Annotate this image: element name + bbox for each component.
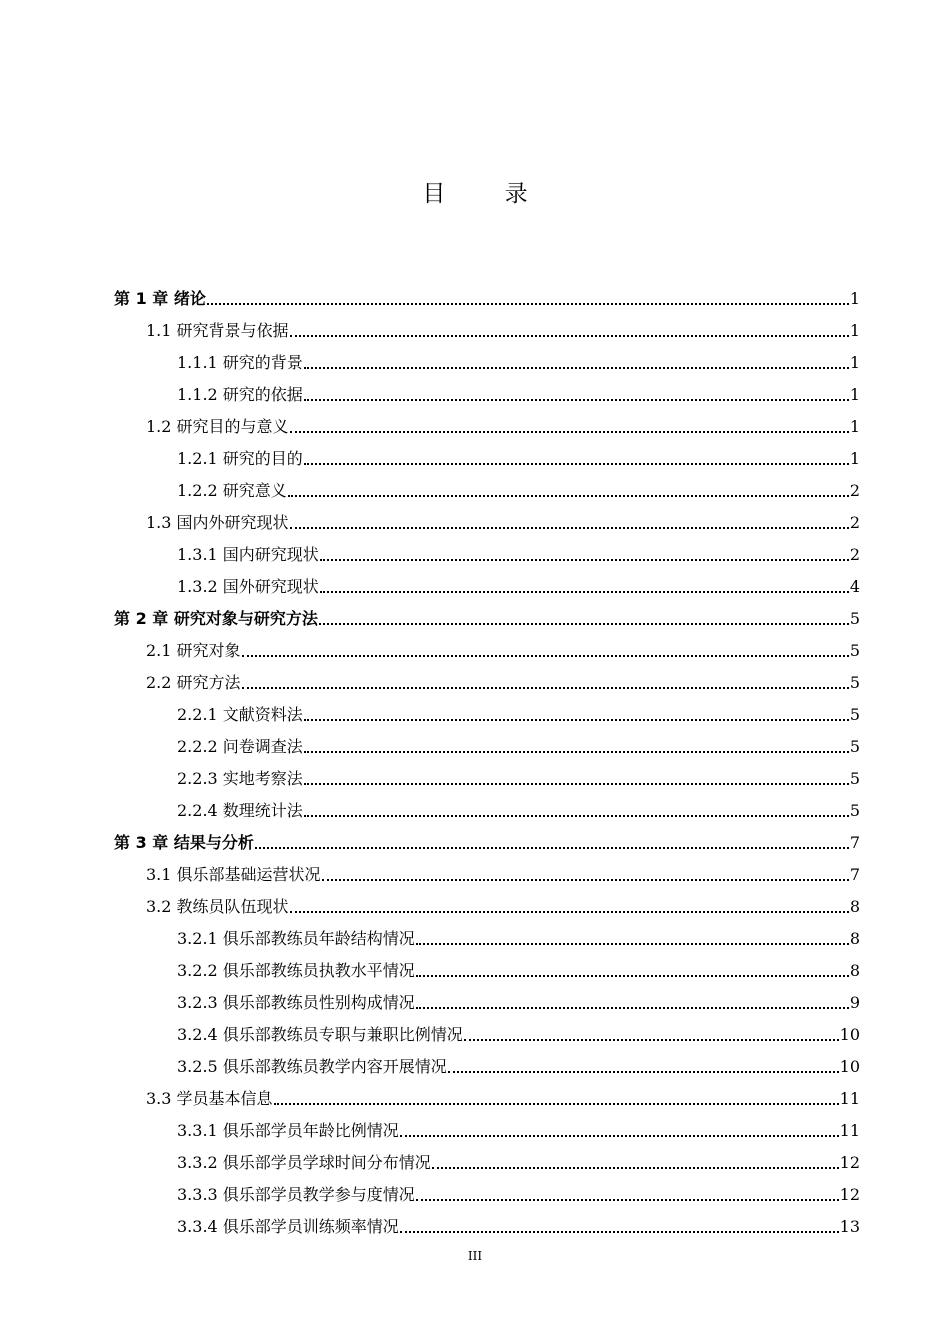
toc-entry[interactable] [177,469,860,501]
toc-dot-leader [304,367,849,369]
toc-entry-page: 2 [849,545,860,564]
toc-dot-leader [416,975,849,977]
toc-dot-leader [304,783,849,785]
toc-entry[interactable] [146,661,860,693]
toc-dot-leader [320,591,849,593]
toc-entry-page: 1 [849,385,860,404]
toc-entry-page: 7 [849,865,860,884]
toc-entry-page: 12 [839,1153,860,1172]
toc-dot-leader [274,1103,839,1105]
toc-dot-leader [290,335,849,337]
toc-entry-label: 2.2.1 文献资料法 [177,705,303,724]
toc-entry-label: 3.2.3 俱乐部教练员性别构成情况 [177,993,415,1012]
toc-entry-label: 1.1.2 研究的依据 [177,385,303,404]
toc-entry-page: 4 [849,577,860,596]
toc-dot-leader [290,527,849,529]
toc-dot-leader [416,943,849,945]
toc-entry-page: 5 [849,673,860,692]
toc-dot-leader [416,1007,849,1009]
toc-entry-label: 3.3.2 俱乐部学员学球时间分布情况 [177,1153,431,1172]
toc-dot-leader [304,719,849,721]
toc-entry-page: 13 [839,1217,860,1236]
toc-entry-label: 3.2.2 俱乐部教练员执教水平情况 [177,961,415,980]
toc-entry[interactable] [114,597,860,629]
toc-entry[interactable] [146,501,860,533]
toc-entry-label: 3.2.1 俱乐部教练员年龄结构情况 [177,929,415,948]
toc-dot-leader [242,655,849,657]
toc-entry-page: 7 [849,833,860,852]
toc-entry-label: 3.2 教练员队伍现状 [146,897,289,916]
toc-entry[interactable] [177,693,860,725]
toc-dot-leader [448,1071,839,1073]
toc-entry-label: 3.3.4 俱乐部学员训练频率情况 [177,1217,399,1236]
toc-entry[interactable] [177,1205,860,1237]
toc-dot-leader [416,1199,839,1201]
toc-entry-label: 1.1.1 研究的背景 [177,353,303,372]
toc-entry-label: 1.2.1 研究的目的 [177,449,303,468]
toc-dot-leader [207,303,849,305]
toc-dot-leader [255,847,849,849]
toc-entry[interactable] [177,533,860,565]
toc-entry-label: 3.2.5 俱乐部教练员教学内容开展情况 [177,1057,447,1076]
toc-entry[interactable] [177,1141,860,1173]
toc-entry-label: 2.1 研究对象 [146,641,241,660]
toc-entry[interactable] [177,725,860,757]
toc-entry-page: 1 [849,353,860,372]
toc-dot-leader [432,1167,839,1169]
toc-dot-leader [304,815,849,817]
toc-entry[interactable] [177,1045,860,1077]
toc-entry-page: 11 [839,1121,860,1140]
toc-entry-label: 3.3.1 俱乐部学员年龄比例情况 [177,1121,399,1140]
toc-entry-page: 1 [849,321,860,340]
toc-entry[interactable] [177,565,860,597]
toc-entry[interactable] [114,821,860,853]
toc-entry[interactable] [177,1013,860,1045]
toc-entry-label: 1.2.2 研究意义 [177,481,287,500]
toc-entry-label: 3.3 学员基本信息 [146,1089,273,1108]
toc-entry[interactable] [146,309,860,341]
toc-entry[interactable] [177,917,860,949]
page-number: III [467,1249,483,1263]
toc-dot-leader [322,879,849,881]
toc-entry-page: 5 [849,641,860,660]
toc-entry[interactable] [177,341,860,373]
toc-entry-label: 第 1 章 绪论 [114,289,206,308]
toc-entry[interactable] [177,757,860,789]
toc-entry[interactable] [146,885,860,917]
toc-dot-leader [304,751,849,753]
toc-entry-label: 1.1 研究背景与依据 [146,321,289,340]
toc-entry[interactable] [146,629,860,661]
toc-entry-label: 3.2.4 俱乐部教练员专职与兼职比例情况 [177,1025,463,1044]
toc-entry-page: 10 [839,1057,860,1076]
toc-entry-page: 8 [849,929,860,948]
toc-dot-leader [290,911,849,913]
toc-dot-leader [464,1039,839,1041]
toc-entry[interactable] [146,853,860,885]
toc-entry-label: 1.3 国内外研究现状 [146,513,289,532]
toc-entry[interactable] [177,949,860,981]
toc-dot-leader [242,687,849,689]
toc-dot-leader [304,463,849,465]
toc-entry-label: 1.3.2 国外研究现状 [177,577,319,596]
toc-entry[interactable] [114,277,860,309]
toc-entry-page: 1 [849,289,860,308]
toc-dot-leader [400,1135,839,1137]
toc-entry-label: 1.3.1 国内研究现状 [177,545,319,564]
toc-entry-page: 8 [849,961,860,980]
toc-entry-page: 8 [849,897,860,916]
toc-entry-label: 3.1 俱乐部基础运营状况 [146,865,321,884]
page-title: 目 录 [422,181,554,207]
toc-entry-page: 9 [849,993,860,1012]
toc-entry[interactable] [177,981,860,1013]
toc-entry-page: 5 [849,801,860,820]
toc-entry-page: 11 [839,1089,860,1108]
toc-entry-page: 5 [849,609,860,628]
toc-entry-page: 1 [849,449,860,468]
toc-entry-page: 5 [849,705,860,724]
toc-entry-label: 2.2.3 实地考察法 [177,769,303,788]
toc-entry[interactable] [146,1077,860,1109]
toc-dot-leader [320,559,849,561]
toc-dot-leader [319,623,849,625]
toc-entry[interactable] [177,1173,860,1205]
toc-entry-page: 2 [849,513,860,532]
toc-dot-leader [304,399,849,401]
toc-entry-page: 2 [849,481,860,500]
toc-entry-label: 第 3 章 结果与分析 [114,833,254,852]
toc-entry-page: 5 [849,737,860,756]
toc-entry-page: 5 [849,769,860,788]
toc-entry[interactable] [177,789,860,821]
toc-entry-label: 第 2 章 研究对象与研究方法 [114,609,318,628]
toc-entry-page: 10 [839,1025,860,1044]
toc-entry[interactable] [177,1109,860,1141]
toc-entry-page: 12 [839,1185,860,1204]
toc-entry-label: 2.2 研究方法 [146,673,241,692]
toc-entry[interactable] [177,437,860,469]
toc-entry-label: 2.2.2 问卷调查法 [177,737,303,756]
toc-entry[interactable] [177,373,860,405]
toc-dot-leader [290,431,849,433]
toc-dot-leader [400,1231,839,1233]
toc-entry[interactable] [146,405,860,437]
toc-entry-label: 2.2.4 数理统计法 [177,801,303,820]
toc-entry-label: 3.3.3 俱乐部学员教学参与度情况 [177,1185,415,1204]
toc-dot-leader [288,495,849,497]
toc-entry-label: 1.2 研究目的与意义 [146,417,289,436]
toc-entry-page: 1 [849,417,860,436]
